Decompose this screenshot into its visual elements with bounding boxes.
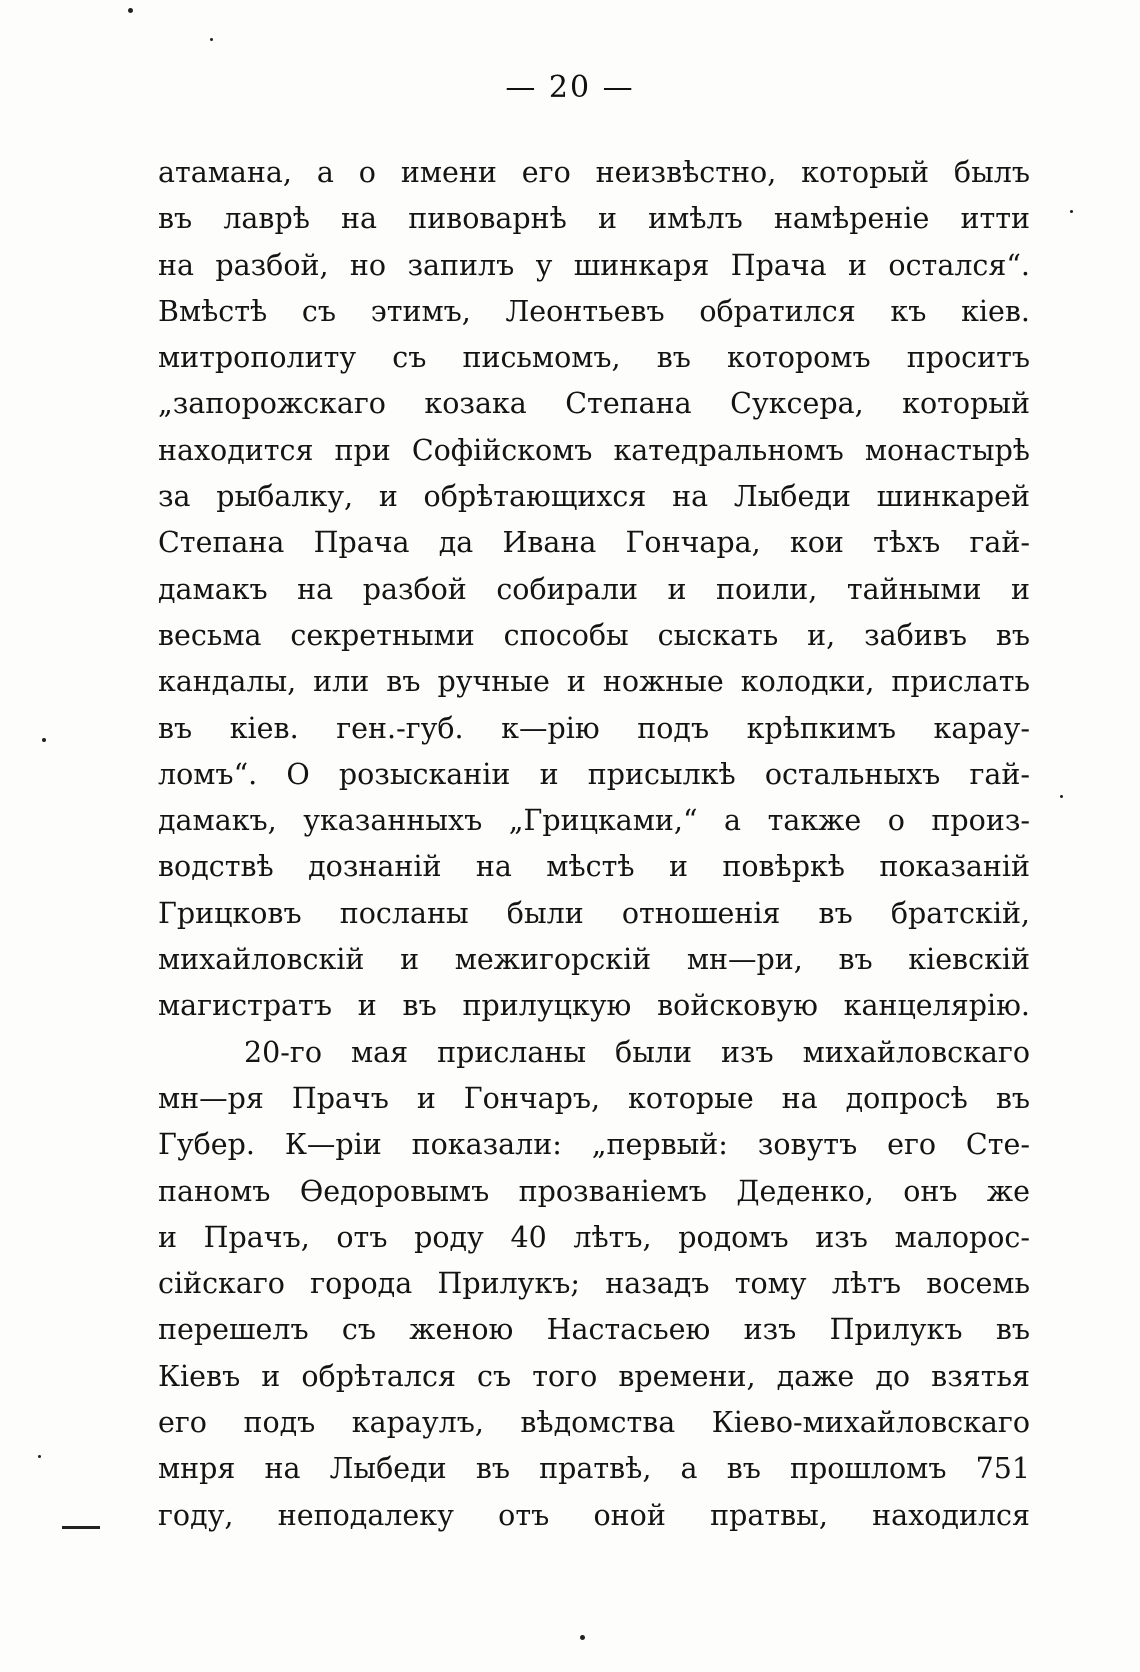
page-number: — 20 —	[505, 70, 635, 105]
text-line: и Прачъ, отъ роду 40 лѣтъ, родомъ изъ малорос-	[158, 1220, 1030, 1254]
text-line: сійскаго города Прилукъ; назадъ тому лѣтъ восемь	[158, 1267, 1030, 1301]
text-line: его подъ караулъ, вѣдомства Кіево-михайловскаго	[158, 1406, 1030, 1440]
scan-speck	[38, 1455, 41, 1458]
text-line: водствѣ дознаній на мѣстѣ и повѣркѣ показаній	[158, 850, 1030, 884]
text-line: находится при Софійскомъ катедральномъ монастырѣ	[158, 433, 1030, 467]
text-line: Степана Прача да Ивана Гончара, кои тѣхъ гай-	[158, 526, 1030, 560]
scan-speck	[128, 8, 133, 13]
text-line: на разбой, но запилъ у шинкаря Прача и остался“.	[158, 248, 1030, 282]
text-line: въ кіев. ген.-губ. к—рію подъ крѣпкимъ карау-	[158, 711, 1030, 745]
text-line: кандалы, или въ ручные и ножные колодки, прислать	[158, 665, 1030, 699]
text-line: паномъ Өедоровымъ прозваніемъ Деденко, онъ же	[158, 1174, 1030, 1208]
text-line: дамакъ на разбой собирали и поили, тайными и	[158, 572, 1030, 606]
text-line: Губер. К—ріи показали: „первый: зовутъ его Сте-	[158, 1128, 1030, 1162]
text-line: митрополиту съ письмомъ, въ которомъ проситъ	[158, 341, 1030, 375]
text-line: дамакъ, указанныхъ „Грицками,“ а также о произ-	[158, 804, 1030, 838]
text-line: Вмѣстѣ съ этимъ, Леонтьевъ обратился къ кіев.	[158, 294, 1030, 328]
text-line: въ лаврѣ на пивоварнѣ и имѣлъ намѣреніе итти	[158, 202, 1030, 236]
scan-speck	[1070, 210, 1073, 213]
text-line: михайловскій и межигорскій мн—ри, въ кіевскій	[158, 943, 1030, 977]
scan-speck	[210, 38, 213, 41]
body-text	[158, 150, 1030, 1539]
text-line: атамана, а о имени его неизвѣстно, который былъ	[158, 156, 1030, 189]
text-line: „запорожскаго козака Степана Суксера, который	[158, 387, 1030, 421]
scan-speck	[580, 1635, 585, 1640]
text-line: Кіевъ и обрѣтался съ того времени, даже до взятья	[158, 1359, 1030, 1393]
scan-dash	[62, 1526, 100, 1529]
text-line: магистратъ и въ прилуцкую войсковую канцелярію.	[158, 989, 1030, 1023]
text-line: ломъ“. О розысканіи и присылкѣ остальныхъ гай-	[158, 757, 1030, 791]
text-line: за рыбалку, и обрѣтающихся на Лыбеди шинкарей	[158, 480, 1030, 514]
text-line: Грицковъ посланы были отношенія въ братскій,	[158, 896, 1030, 930]
scan-speck	[42, 738, 46, 742]
text-line: перешелъ съ женою Настасьею изъ Прилукъ въ	[158, 1313, 1030, 1347]
paragraph-first-line: 20-го мая присланы были изъ михайловскаго	[244, 1035, 1030, 1069]
text-line: мн—ря Прачъ и Гончаръ, которые на допросѣ въ	[158, 1081, 1030, 1115]
scan-speck	[1060, 795, 1063, 798]
text-line: году, неподалеку отъ оной пратвы, находился	[158, 1498, 1030, 1532]
text-line: мнря на Лыбеди въ пратвѣ, а въ прошломъ 751	[158, 1452, 1030, 1486]
text-line: весьма секретными способы сыскать и, забивъ въ	[158, 618, 1030, 652]
